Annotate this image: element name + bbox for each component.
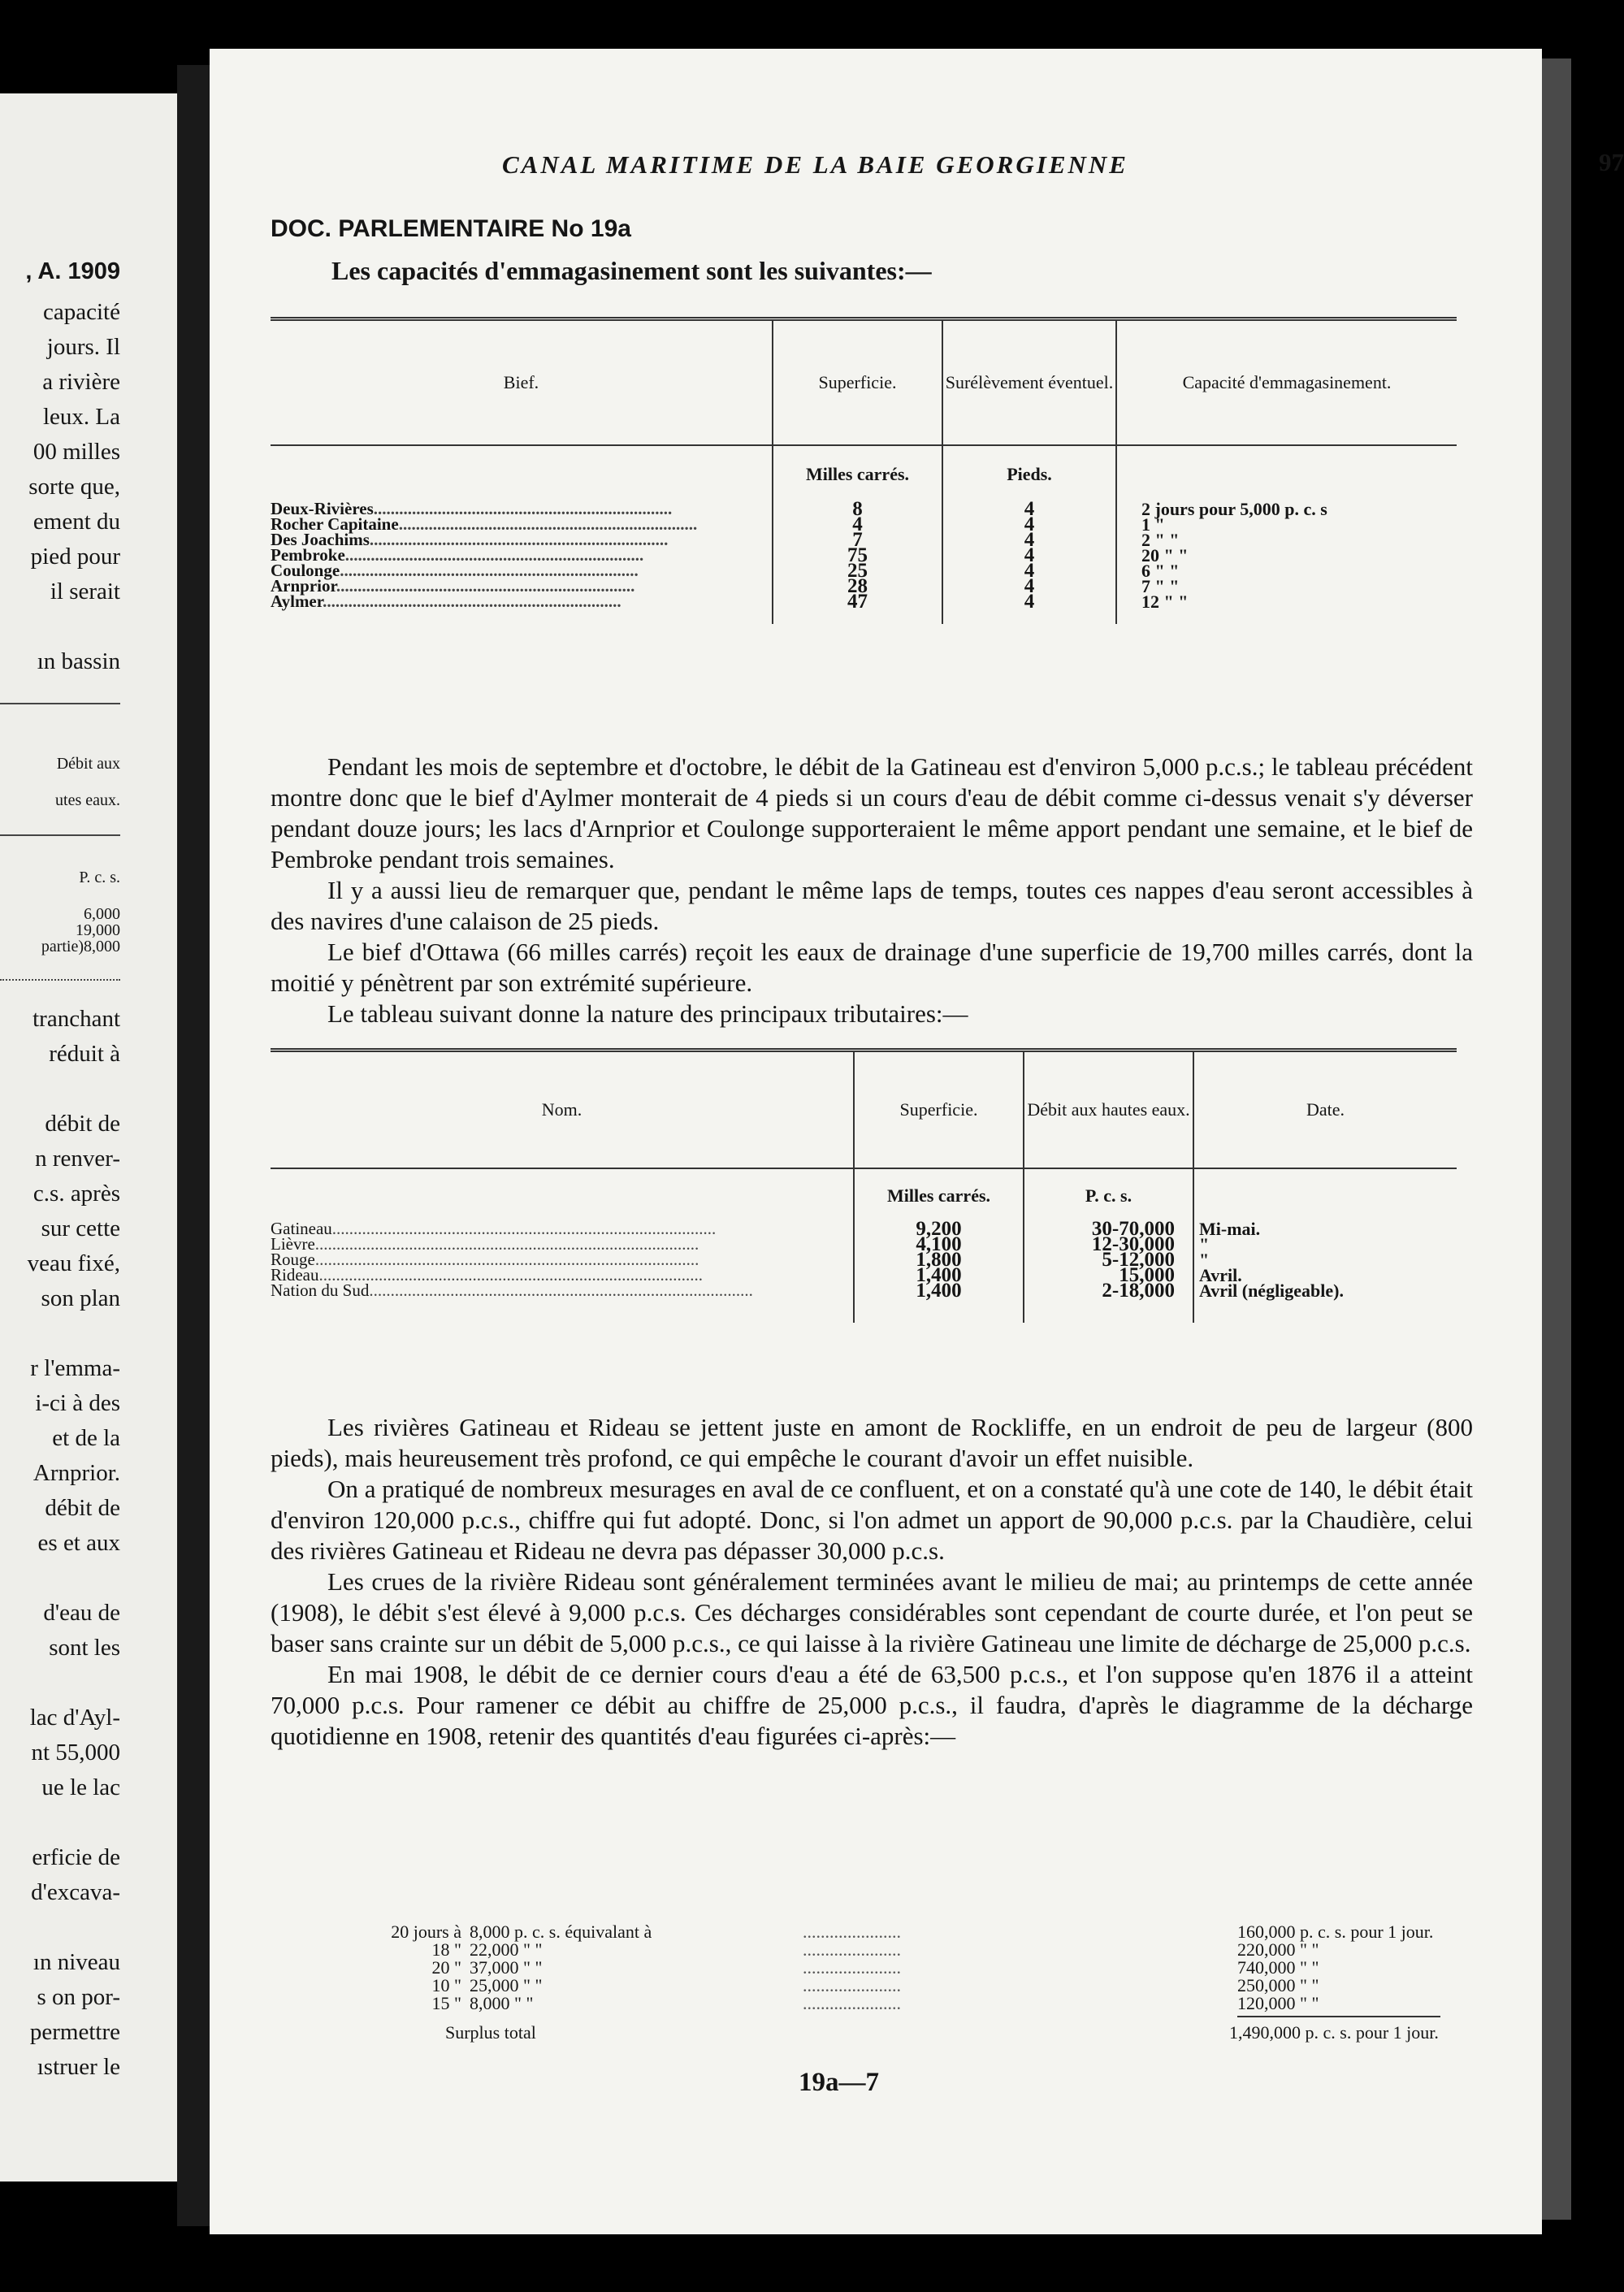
adjacent-page-line: n renver-	[35, 1146, 120, 1172]
table-row	[271, 594, 1457, 609]
adjacent-page-line: sorte que,	[28, 474, 120, 500]
summary-days: 20 jours à	[391, 1922, 461, 1942]
summary-total: 250,000 " "	[1237, 1975, 1319, 1995]
summary-rate: 8,000 p. c. s. équivalant à	[470, 1922, 652, 1942]
dot-leader: ......................	[803, 1957, 901, 1978]
summary-row	[356, 1975, 1444, 1993]
storage-capacity-table: Bief. Superficie. Surélèvement éventuel. Capacité d'emmagasinement. Milles carrés. Pieds. Deux-Rivières...................................................................... 8 4 2 jours pour 5,000 p. c. s Rocher Capitaine...................................................................... 4 4 1 " Des Joachims...................................................................... 7 4 2 " " Pembroke...................................................................... 75 4 20 " " Coulonge...................................................................... 25 4 6 " " Arnprior...................................................................... 28 4 7 " " Aylmer...................................................................... 47 4 12 " "	[271, 317, 1457, 624]
capacity-value: 2 " "	[1116, 532, 1457, 548]
adjacent-page-line: sont les	[49, 1635, 120, 1661]
summary-row	[356, 1957, 1444, 1978]
col-bief: Bief.	[271, 319, 773, 446]
col-superficie: Superficie.	[773, 319, 942, 446]
summary-days: 20 "	[431, 1957, 461, 1978]
adjacent-page-line: capacité	[43, 299, 120, 325]
adjacent-page-line: tranchant	[32, 1006, 120, 1032]
adjacent-page-line: ement du	[32, 509, 120, 535]
adjacent-page-line: réduit à	[49, 1041, 120, 1067]
dot-leader: ......................	[803, 1939, 901, 1960]
raise-value: 4	[942, 532, 1116, 548]
summary-total: 120,000 " "	[1237, 1993, 1319, 2013]
adjacent-page-line: a rivière	[42, 369, 120, 395]
adjacent-page-line: ın niveau	[32, 1949, 120, 1975]
adjacent-page-line: il serait	[50, 578, 120, 604]
adjacent-page-line: sur cette	[41, 1215, 120, 1241]
area-value: 1,400	[854, 1267, 1024, 1283]
adjacent-page-line: jours. Il	[46, 334, 120, 360]
paragraph: Le tableau suivant donne la nature des principaux tributaires:—	[327, 999, 968, 1028]
summary-days: 15 "	[431, 1993, 461, 2013]
area-value: 47	[773, 594, 942, 609]
summary-rate: 25,000 " "	[470, 1975, 543, 1995]
reach-name: Des Joachims	[271, 530, 370, 549]
flow-value: 5-12,000	[1024, 1252, 1193, 1267]
raise-value: 4	[942, 548, 1116, 563]
area-value: 28	[773, 578, 942, 594]
area-value: 75	[773, 548, 942, 563]
flow-value: 15,000	[1024, 1267, 1193, 1283]
reach-name: Pembroke	[271, 545, 345, 565]
col-capacite: Capacité d'emmagasinement.	[1116, 319, 1457, 446]
summary-row	[356, 1939, 1444, 1960]
adjacent-page-line: leux. La	[42, 404, 120, 430]
page-signature: 19a—7	[799, 2068, 879, 2097]
tributary-name: Lièvre	[271, 1234, 315, 1254]
tributary-name: Gatineau	[271, 1219, 332, 1238]
paragraph: Il y a aussi lieu de remarquer que, pendant le même laps de temps, toutes ces nappes d'eau seront accessibles à des navires d'une calaison de 25 pieds.	[271, 876, 1473, 935]
capacity-value: 12 " "	[1116, 594, 1457, 609]
document-page	[210, 49, 1624, 2234]
storage-summary	[356, 1922, 1444, 2043]
dot-leader: ......................................................................	[340, 561, 639, 580]
summary-rate: 8,000 " "	[470, 1993, 534, 2013]
summary-rate: 37,000 " "	[470, 1957, 543, 1978]
area-value: 25	[773, 563, 942, 578]
surplus-value: 1,490,000 p. c. s. pour 1 jour.	[1229, 2022, 1439, 2043]
flow-value: 12-30,000	[1024, 1237, 1193, 1252]
adjacent-page-line: i-ci à des	[35, 1390, 120, 1416]
adjacent-page-line: 00 milles	[32, 439, 120, 465]
dot-leader: ......................................................................	[323, 591, 621, 611]
tributary-name: Rouge	[271, 1250, 315, 1269]
tributary-name: Rideau	[271, 1265, 319, 1285]
dot-leader: ......................................................................	[398, 514, 698, 534]
date-value: Mi-mai.	[1193, 1221, 1457, 1237]
adjacent-page-header: , A. 1909	[25, 258, 120, 284]
dot-leader: ......................................................................	[336, 576, 635, 596]
col-surelevement: Surélèvement éventuel.	[942, 319, 1116, 446]
document-label: DOC. PARLEMENTAIRE No 19a	[271, 215, 631, 242]
adjacent-page-line: nt 55,000	[31, 1740, 120, 1766]
flow-value: 30-70,000	[1024, 1221, 1193, 1237]
dot-leader: ..........................................................................................	[314, 1250, 699, 1269]
adjacent-page-line: Arnprior.	[32, 1460, 120, 1486]
raise-value: 4	[942, 501, 1116, 517]
running-head: CANAL MARITIME DE LA BAIE GEORGIENNE	[502, 150, 1128, 179]
page-edge	[1542, 58, 1571, 2220]
page-gutter	[177, 65, 210, 2226]
area-value: 8	[773, 501, 942, 517]
adjacent-page-line: d'excava-	[31, 1879, 120, 1905]
adjacent-page-line: débit de	[45, 1111, 120, 1137]
paragraph: En mai 1908, le débit de ce dernier cours d'eau a été de 63,500 p.c.s., et l'on suppose qu'en 1876 il a atteint 70,000 p.c.s. Pour ramener ce débit au chiffre de 25,000 p.c.s., il faudra, d'après le diagramme de la décharge quotidienne en 1908, retenir des quantités d'eau figurées ci-après:—	[271, 1660, 1473, 1750]
capacity-value: 1 "	[1116, 517, 1457, 532]
tributaries-table: Nom. Superficie. Débit aux hautes eaux. Date. Milles carrés. P. c. s. Gatineau.......................................................................................... 9,200 30-70,000 Mi-mai. Lièvre.......................................................................................... 4,100 12-30,000 " Rouge.......................................................................................... 1,800 5-12,000 " Rideau.......................................................................................... 1,400 15,000 Avril. Nation du Sud.......................................................................................... 1,400 2-18,000 Avril (négligeable).	[271, 1048, 1457, 1323]
reach-name: Arnprior	[271, 576, 336, 596]
dot-leader: ......................................................................	[369, 530, 669, 549]
paragraph: Les rivières Gatineau et Rideau se jettent juste en amont de Rockliffe, en un endroit de peu de largeur (800 pieds), mais heureusement très profond, ce qui empêche le courant d'avoir un effet nuisible.	[271, 1413, 1473, 1472]
summary-days: 10 "	[431, 1975, 461, 1995]
paragraph: Les crues de la rivière Rideau sont généralement terminées avant le milieu de mai; au printemps de cette année (1908), le débit s'est élevé à 9,000 p.c.s. Ces décharges considérables sont cependant de courte durée, et l'on peut se baser sans crainte sur un débit de 5,000 p.c.s., ce qui laisse à la rivière Gatineau une limite de décharge de 25,000 p.c.s.	[271, 1567, 1473, 1657]
adjacent-page-line: pied pour	[30, 544, 120, 570]
capacity-value: 6 " "	[1116, 563, 1457, 578]
date-value: Avril (négligeable).	[1193, 1283, 1457, 1298]
capacity-value: 20 " "	[1116, 548, 1457, 563]
col-date: Date.	[1193, 1051, 1457, 1169]
dot-leader: ......................................................................	[344, 545, 644, 565]
raise-value: 4	[942, 563, 1116, 578]
flow-value: 2-18,000	[1024, 1283, 1193, 1298]
adjacent-page-line: d'eau de	[43, 1600, 120, 1626]
adjacent-page-line: lac d'Ayl-	[29, 1705, 120, 1731]
area-value: 4,100	[854, 1237, 1024, 1252]
reach-name: Aylmer	[271, 591, 323, 611]
area-value: 1,800	[854, 1252, 1024, 1267]
dot-leader: ......................	[803, 1975, 901, 1995]
paragraph: Pendant les mois de septembre et d'octobre, le débit de la Gatineau est d'environ 5,000 p.c.s.; le tableau précédent montre donc que le bief d'Aylmer monterait de 4 pieds si un cours d'eau de débit comme ci-dessus venait s'y déverser pendant douze jours; les lacs d'Arnprior et Coulonge supporteraient le même apport pendant une semaine, et le bief de Pembroke pendant trois semaines.	[271, 752, 1473, 873]
surplus-row	[356, 2022, 1444, 2043]
summary-total: 220,000 " "	[1237, 1939, 1319, 1960]
col-superficie: Superficie.	[854, 1051, 1024, 1169]
adjacent-page-line: veau fixé,	[27, 1250, 120, 1276]
date-value: Avril.	[1193, 1267, 1457, 1283]
area-value: 4	[773, 517, 942, 532]
dot-leader: ..........................................................................................	[331, 1219, 717, 1238]
reach-name: Deux-Rivières	[271, 499, 374, 518]
paragraph: Le bief d'Ottawa (66 milles carrés) reçoit les eaux de drainage d'une superficie de 19,700 milles carrés, dont la moitié y pénètrent par son extrémité supérieure.	[271, 938, 1473, 997]
area-value: 1,400	[854, 1283, 1024, 1298]
adjacent-page-line: et de la	[52, 1425, 120, 1451]
adjacent-page-line: es et aux	[37, 1530, 120, 1556]
adjacent-page-line: r l'emma-	[30, 1355, 120, 1381]
reach-name: Coulonge	[271, 561, 340, 580]
capacity-value: 7 " "	[1116, 578, 1457, 594]
table1-intro: Les capacités d'emmagasinement sont les suivantes:—	[331, 256, 932, 285]
adjacent-page-line: s on por-	[37, 1984, 120, 2010]
raise-value: 4	[942, 517, 1116, 532]
adjacent-page-line: ıstruer le	[37, 2054, 120, 2080]
area-value: 9,200	[854, 1221, 1024, 1237]
dot-leader: ..........................................................................................	[314, 1234, 699, 1254]
reach-name: Rocher Capitaine	[271, 514, 399, 534]
adjacent-page-line: ue le lac	[41, 1774, 120, 1800]
dot-leader: ......................	[803, 1922, 901, 1942]
date-value: "	[1193, 1237, 1457, 1252]
date-value: "	[1193, 1252, 1457, 1267]
adjacent-page-line: son plan	[41, 1285, 120, 1311]
paragraph-block-1	[271, 752, 1473, 1029]
summary-row	[356, 1922, 1444, 1942]
adjacent-page-line: permettre	[29, 2019, 120, 2045]
adjacent-page-line: ın bassin	[37, 648, 120, 674]
dot-leader: ......................................................................	[373, 499, 673, 518]
col-nom: Nom.	[271, 1051, 854, 1169]
table-row	[271, 1283, 1457, 1298]
summary-row	[356, 1993, 1444, 2011]
paragraph: On a pratiqué de nombreux mesurages en aval de ce confluent, et on a constaté qu'à une cote de 140, le débit était d'environ 120,000 p.c.s., chiffre qui fut adopté. Donc, si l'on admet un apport de 90,000 p.c.s. par la Chaudière, celui des rivières Gatineau et Rideau ne devra pas dépasser 30,000 p.c.s.	[271, 1475, 1473, 1565]
dot-leader: ..........................................................................................	[369, 1280, 753, 1300]
summary-rate: 22,000 " "	[470, 1939, 543, 1960]
summary-total: 740,000 " "	[1237, 1957, 1319, 1978]
raise-value: 4	[942, 578, 1116, 594]
adjacent-page-line: débit de	[45, 1495, 120, 1521]
page-number: 97	[1599, 148, 1624, 176]
adjacent-page-line: erficie de	[32, 1844, 120, 1870]
dot-leader: ..........................................................................................	[318, 1265, 703, 1285]
adjacent-page: , A. 1909 capacité jours. Il a rivière leux. La 00 milles sorte que, ement du pied pour il serait ın bassin Débit aux utes eaux. P. c. s. 6,000 19,000 partie)8,000 tranchant réduit à débit de n renver- c.s. après sur cette veau fixé, son plan r l'emma- i-ci à des et de la Arnprior. débit de es et aux d'eau de sont les lac d'Ayl- nt 55,000 ue le lac erficie de d'excava- ın niveau s on por- permettre ıstruer le	[0, 93, 185, 2182]
summary-total: 160,000 p. c. s. pour 1 jour.	[1237, 1922, 1434, 1942]
surplus-label: Surplus total	[445, 2022, 536, 2043]
area-value: 7	[773, 532, 942, 548]
raise-value: 4	[942, 594, 1116, 609]
paragraph-block-2	[271, 1412, 1473, 1752]
capacity-value: 2 jours pour 5,000 p. c. s	[1116, 501, 1457, 517]
tributary-name: Nation du Sud	[271, 1280, 370, 1300]
dot-leader: ......................	[803, 1993, 901, 2013]
col-debit: Débit aux hautes eaux.	[1024, 1051, 1193, 1169]
summary-days: 18 "	[431, 1939, 461, 1960]
adjacent-page-line: c.s. après	[32, 1181, 120, 1207]
